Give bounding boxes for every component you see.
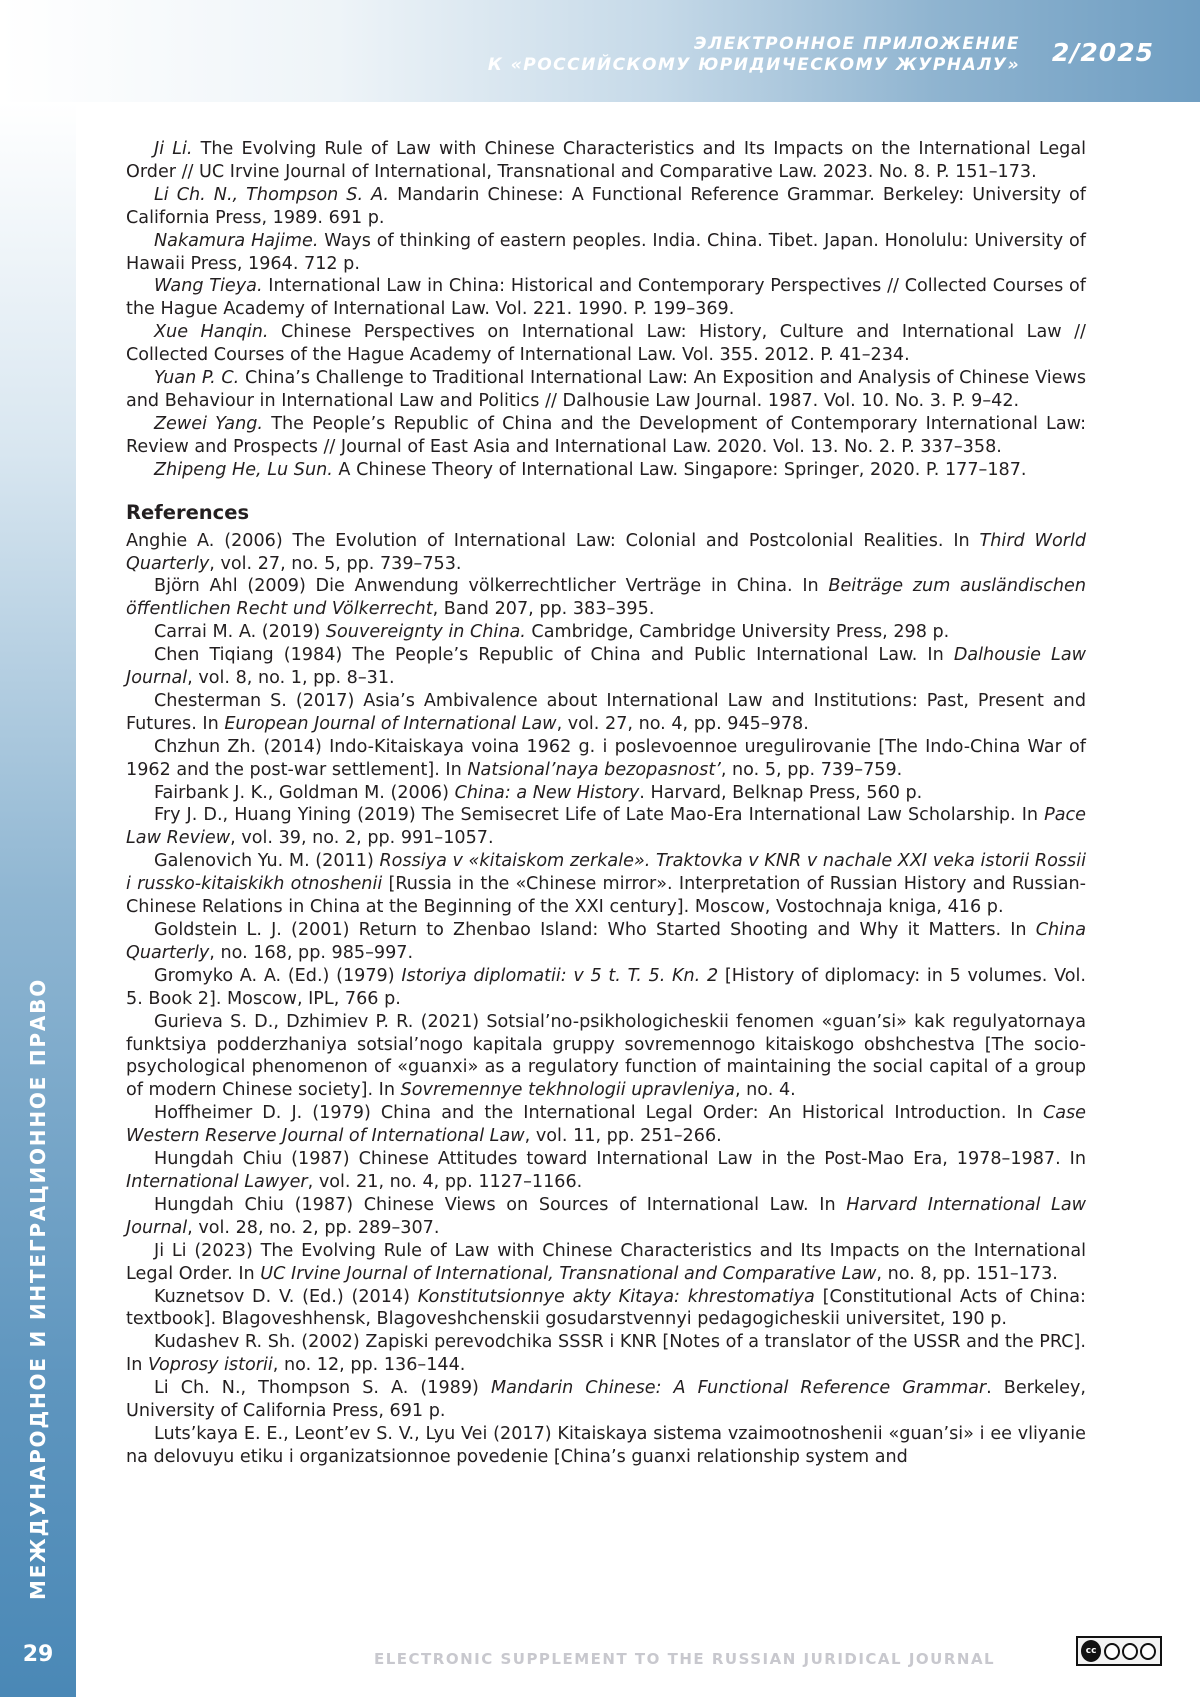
ref-source: Sovremennye tekhnologii upravleniya [400,1080,735,1101]
ref-text: Galenovich Yu. M. (2011) [154,851,380,872]
bib-text: International Law in China: Historical and Contemporary Perspectives // Collected Courses of the Hague Academy of International Law. Vol. 221. 1990. P. 199–369. [126,276,1086,320]
ref-text: Gromyko A. A. (Ed.) (1979) [154,965,402,986]
reference-item [126,965,1086,1011]
ref-text: Chesterman S. (2017) Asia’s Ambivalence about International Law and Institutions: Past, Present and Futures. In [126,690,1086,734]
ref-text: Fry J. D., Huang Yining (2019) The Semisecret Life of Late Mao-Era International Law Scholarship. In [154,805,1045,826]
page-header [0,0,1200,102]
bibliography-item [126,321,1086,367]
ref-text: Gurieva S. D., Dzhimiev P. R. (2021) Sotsial’no-psikhologicheskii fenomen «guan’si» kak regulyatornaya funktsiya podderzhaniya sotsial’nogo kapitala gruppy sovremennogo kitaiskogo obshchestva [The socio-psychological phenomenon of «guanxi» as a regulatory function of maintaining the social capital of a group of modern Chinese society]. In [126,1011,1086,1101]
ref-source: China: a New History [454,782,640,803]
references-heading: References [126,500,250,524]
ref-details: . Harvard, Belknap Press, 560 p. [639,782,923,803]
ref-source: European Journal of International Law [224,713,557,734]
sa-icon [1140,1643,1156,1660]
ref-source: Beiträge zum ausländischen öffentlichen Recht und Völkerrecht [126,576,1086,620]
ref-source: Pace Law Review [126,805,1086,849]
ref-details: [Russia in the «Chinese mirror». Interpretation of Russian History and Russian-Chinese Relations in China at the Beginning of the XXI century]. Moscow, Vostochnaja kniga, 416 p. [126,874,1087,918]
ref-text: Goldstein L. J. (2001) Return to Zhenbao Island: Who Started Shooting and Why it Matters. In [154,920,1036,940]
bib-text: Mandarin Chinese: A Functional Reference Grammar. Berkeley: University of California Press, 1989. 691 p. [126,184,1086,228]
bib-author: Li Ch. N., Thompson S. A. [154,184,390,205]
ref-text: Kuznetsov D. V. (Ed.) (2014) [154,1286,418,1307]
journal-title [488,34,1020,76]
ref-source: China Quarterly [126,920,1086,963]
ref-source: Third World Quarterly [126,530,1087,574]
ref-source: Case Western Reserve Journal of International Law [126,1103,1086,1147]
bibliography-item [126,138,1086,184]
ref-details: , no. 8, pp. 151–173. [876,1263,1058,1284]
section-title: МЕЖДУНАРОДНОЕ И ИНТЕГРАЦИОННОЕ ПРАВО [26,977,50,1600]
bib-text: A Chinese Theory of International Law. Singapore: Springer, 2020. P. 177–187. [332,459,1027,480]
ref-details: , no. 5, pp. 739–759. [720,759,903,780]
bib-text: The Evolving Rule of Law with Chinese Characteristics and Its Impacts on the International Legal Order // UC Irvine Journal of International, Transnational and Comparative Law. 2023. No. 8. P. 151–173. [126,139,1086,182]
bib-author: Zhipeng He, Lu Sun. [154,459,333,480]
ref-text: Luts’kaya E. E., Leont’ev S. V., Lyu Vei (2017) Kitaiskaya sistema vzaimootnoshenii «guan’si» i ee vliyanie na delovuyu etiku i organizatsionnoe povedenie [China’s guanxi relationship system and [126,1423,1086,1467]
nc-icon [1122,1643,1138,1660]
bib-author: Yuan P. C. [154,368,240,389]
reference-item [126,530,1086,576]
ref-details: , no. 168, pp. 985–997. [209,942,414,963]
ref-details: , vol. 27, no. 5, pp. 739–753. [209,553,462,574]
ref-details: [Constitutional Acts of China: textbook]. Blagoveshhensk, Blagoveshchenskii gosudarstvennyi pedagogicheskii universitet, 190 p. [126,1286,1086,1330]
ref-source: Voprosy istorii [147,1355,273,1376]
reference-item [126,621,1086,644]
reference-item [126,1286,1086,1332]
bibliography-item [126,367,1086,413]
bibliography-item [126,275,1086,321]
reference-item [126,736,1086,782]
issue-number: 2/2025 [1051,38,1154,67]
ref-source: Istoriya diplomatii: v 5 t. T. 5. Kn. 2 [401,965,719,986]
reference-item [126,782,1086,805]
reference-item [126,1011,1086,1103]
reference-item [126,1331,1086,1377]
ref-text: Hoffheimer D. J. (1979) China and the International Legal Order: An Historical Introduction. In [154,1103,1043,1124]
bib-author: Wang Tieya. [154,276,263,297]
ref-details: , vol. 8, no. 1, pp. 8–31. [187,668,395,689]
ref-source: Dalhousie Law Journal [126,645,1087,689]
reference-item [126,850,1086,919]
ref-text: Fairbank J. K., Goldman M. (2006) [154,782,455,803]
ref-source: Harvard International Law Journal [126,1194,1086,1238]
ref-source: Rossiya v «kitaiskom zerkale». Traktovka v KNR v nachale XXI veka istorii Rossii i russko-kitaiskikh otnoshenii [126,851,1086,895]
ref-source: UC Irvine Journal of International, Transnational and Comparative Law [260,1263,877,1284]
ref-details: Cambridge, Cambridge University Press, 298 p. [525,622,950,643]
ref-text: Carrai M. A. (2019) [154,622,326,643]
bibliography-item [126,230,1086,276]
bib-author: Nakamura Hajime. [154,230,319,251]
bib-author: Ji Li. [154,139,193,159]
ref-details: , vol. 11, pp. 251–266. [524,1126,722,1147]
ref-text: Chzhun Zh. (2014) Indo-Kitaiskaya voina 1962 g. i poslevoennoe uregulirovanie [The Indo-China War of 1962 and the post-war settlement]. In [126,736,1086,780]
ref-details: , vol. 39, no. 2, pp. 991–1057. [230,828,494,849]
ref-details: , vol. 27, no. 4, pp. 945–978. [556,713,809,734]
reference-item [126,1423,1086,1469]
ref-text: Ji Li (2023) The Evolving Rule of Law with Chinese Characteristics and Its Impacts on the International Legal Order. In [126,1240,1086,1284]
reference-item [126,644,1086,690]
bibliography-item [126,184,1086,230]
cc-icon: cc [1081,1640,1101,1662]
reference-item [126,1148,1086,1194]
journal-title-line1: ЭЛЕКТРОННОЕ ПРИЛОЖЕНИЕ [693,34,1020,54]
ref-text: Chen Tiqiang (1984) The People’s Republic of China and Public International Law. In [154,645,954,666]
page-number: 29 [22,1642,54,1667]
ref-details: [History of diplomacy: in 5 volumes. Vol. 5. Book 2]. Moscow, IPL, 766 p. [126,965,1086,1009]
article-body [126,138,1086,1469]
ref-source: Konstitutsionnye akty Kitaya: khrestomatiya [417,1286,815,1307]
reference-item [126,690,1086,736]
cc-license-badge[interactable] [1076,1636,1162,1666]
by-icon [1104,1643,1120,1660]
ref-text: Hungdah Chiu (1987) Chinese Views on Sources of International Law. In [154,1194,847,1215]
reference-item [126,1194,1086,1240]
ref-text: Björn Ahl (2009) Die Anwendung völkerrechtlicher Verträge in China. In [154,576,829,597]
bibliography-item [126,413,1086,459]
reference-item [126,804,1086,850]
journal-title-line2: К «РОССИЙСКОМУ ЮРИДИЧЕСКОМУ ЖУРНАЛУ» [487,55,1020,75]
ref-source: International Lawyer [126,1171,308,1192]
footer-journal-name: ELECTRONIC SUPPLEMENT TO THE RUSSIAN JURIDICAL JOURNAL [374,1650,996,1668]
bib-text: The People’s Republic of China and the Development of Contemporary International Law: Review and Prospects // Journal of East Asia and International Law. 2020. Vol. 13. No. 2. P. 337–358. [126,413,1086,457]
ref-source: Mandarin Chinese: A Functional Reference Grammar [490,1378,987,1399]
bib-text: Ways of thinking of eastern peoples. India. China. Tibet. Japan. Honolulu: University of Hawaii Press, 1964. 712 p. [126,230,1086,274]
ref-text: Anghie A. (2006) The Evolution of International Law: Colonial and Postcolonial Realities. In [126,530,980,551]
bib-text: Chinese Perspectives on International Law: History, Culture and International Law // Collected Courses of the Hague Academy of International Law. Vol. 355. 2012. P. 41–234. [126,322,1086,366]
ref-source: Natsional’naya bezopasnost’ [467,759,721,780]
bibliography-item [126,459,1086,482]
ref-details: , vol. 21, no. 4, pp. 1127–1166. [307,1171,583,1192]
ref-text: Li Ch. N., Thompson S. A. (1989) [154,1378,491,1399]
ref-source: Souvereignty in China. [325,622,526,643]
reference-item [126,1377,1086,1423]
bib-author: Zewei Yang. [154,413,264,434]
reference-item [126,575,1086,621]
ref-details: , no. 12, pp. 136–144. [272,1355,466,1376]
ref-details: , vol. 28, no. 2, pp. 289–307. [187,1217,440,1238]
ref-text: Kudashev R. Sh. (2002) Zapiski perevodchika SSSR i KNR [Notes of a translator of the USSR and the PRC]. In [126,1332,1086,1376]
ref-details: , Band 207, pp. 383–395. [432,599,655,620]
reference-item [126,1102,1086,1148]
ref-details: , no. 4. [734,1080,796,1101]
ref-details: . Berkeley, University of California Press, 691 p. [126,1378,1087,1422]
ref-text: Hungdah Chiu (1987) Chinese Attitudes toward International Law in the Post-Mao Era, 1978–1987. In [154,1149,1086,1170]
reference-item [126,919,1086,965]
bib-text: China’s Challenge to Traditional International Law: An Exposition and Analysis of Chinese Views and Behaviour in International Law and Politics // Dalhousie Law Journal. 1987. Vol. 10. No. 3. P. 9–42. [126,368,1086,411]
bib-author: Xue Hanqin. [154,322,269,343]
reference-item [126,1240,1086,1286]
